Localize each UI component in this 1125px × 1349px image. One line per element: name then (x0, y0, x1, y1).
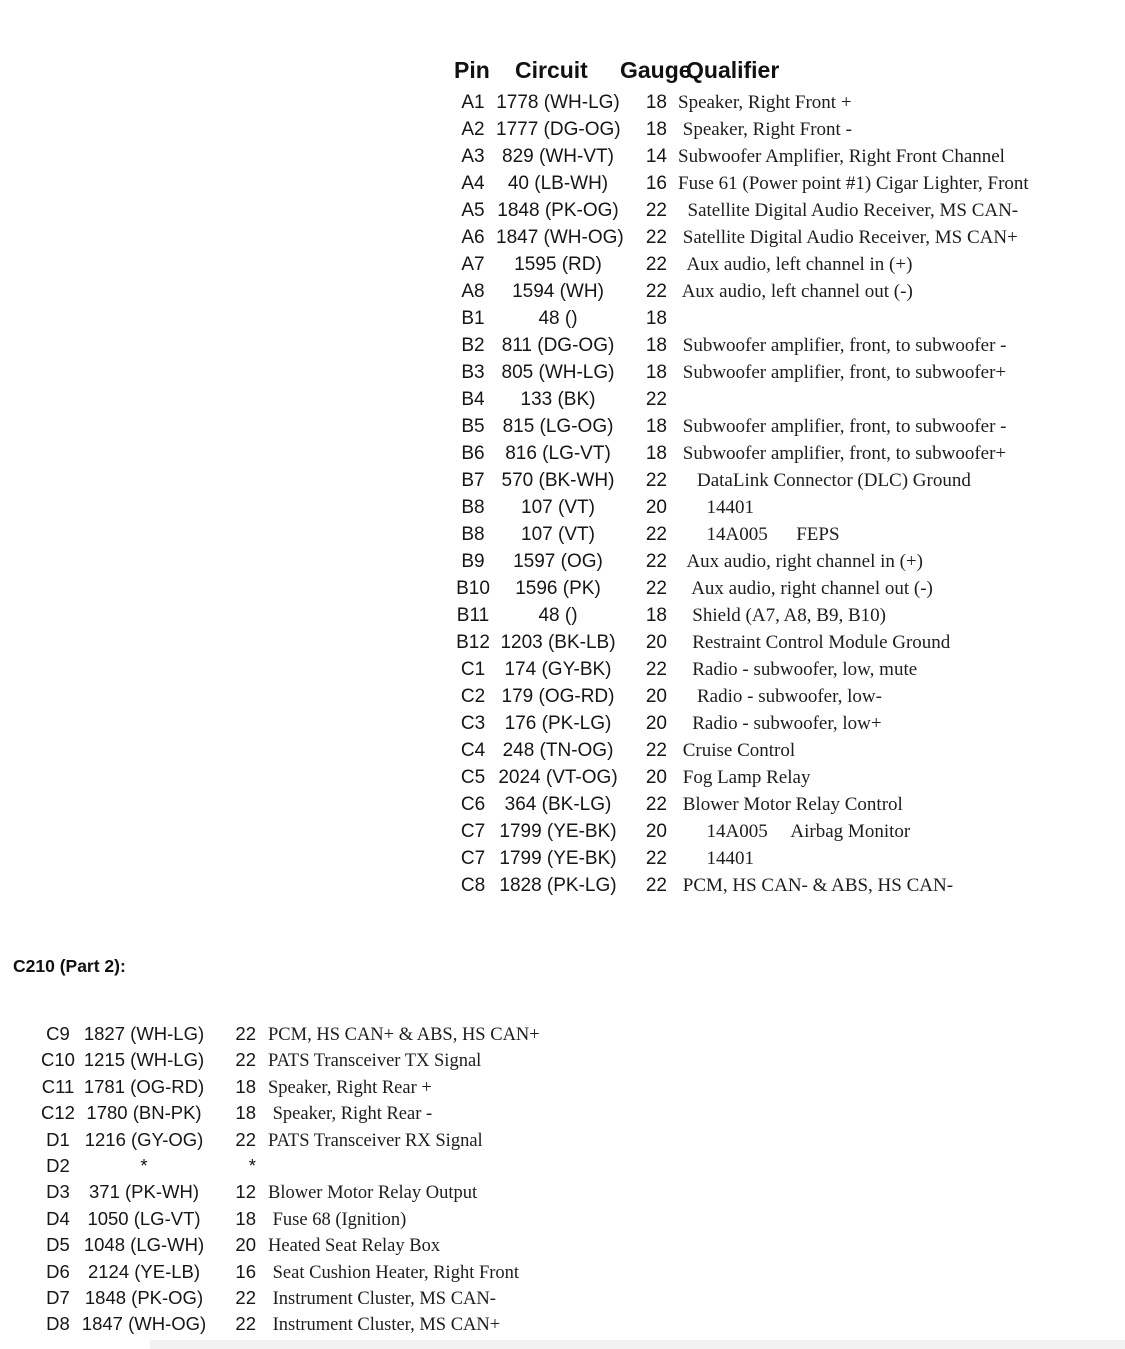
gauge-cell: 22 (235, 1313, 256, 1335)
qualifier-cell: Aux audio, left channel in (+) (678, 254, 913, 275)
gauge-cell: 20 (645, 713, 667, 734)
table-row (36, 1153, 736, 1179)
circuit-cell: 107 (VT) (521, 497, 595, 518)
table-row (36, 1100, 736, 1126)
table-row (450, 467, 1110, 494)
pin-cell: A2 (461, 119, 485, 140)
pin-cell: B4 (461, 389, 485, 410)
circuit-cell: 829 (WH-VT) (502, 146, 614, 167)
table-row (450, 521, 1110, 548)
gauge-cell: 18 (645, 308, 667, 329)
table-row (450, 845, 1110, 872)
qualifier-cell: Fuse 61 (Power point #1) Cigar Lighter, Front (678, 173, 1029, 194)
gauge-cell: 20 (645, 821, 667, 842)
circuit-cell: 248 (TN-OG) (502, 740, 614, 761)
qualifier-cell: Instrument Cluster, MS CAN+ (268, 1315, 501, 1336)
pin-cell: A5 (461, 200, 485, 221)
gauge-cell: 22 (645, 794, 667, 815)
table-row (450, 89, 1110, 116)
gauge-cell: 22 (645, 470, 667, 491)
pin-cell: B7 (461, 470, 485, 491)
gauge-cell: 22 (645, 281, 667, 302)
pin-cell: D3 (46, 1181, 70, 1203)
pin-cell: B1 (461, 308, 485, 329)
circuit-cell: 1596 (PK) (515, 578, 601, 599)
table-row (450, 170, 1110, 197)
gauge-cell: 18 (645, 335, 667, 356)
gauge-cell: 22 (645, 551, 667, 572)
pin-cell: D6 (46, 1260, 70, 1282)
pin-cell: C1 (460, 659, 486, 680)
pin-cell: B6 (461, 443, 485, 464)
pin-cell: C4 (460, 740, 486, 761)
circuit-cell: 1780 (BN-PK) (86, 1102, 202, 1124)
qualifier-cell: Restraint Control Module Ground (678, 632, 951, 653)
circuit-cell: 1203 (BK-LB) (500, 632, 616, 653)
qualifier-cell: DataLink Connector (DLC) Ground (678, 470, 971, 491)
qualifier-cell: Shield (A7, A8, B9, B10) (678, 605, 886, 626)
pin-cell: C9 (46, 1023, 70, 1044)
table-row (36, 1285, 736, 1311)
gauge-cell: 16 (235, 1260, 256, 1282)
table-row (36, 1074, 736, 1100)
qualifier-cell: Satellite Digital Audio Receiver, MS CAN+ (678, 227, 1018, 248)
pin-cell: D5 (46, 1234, 70, 1256)
circuit-cell: 40 (LB-WH) (507, 173, 609, 194)
gauge-cell: 22 (235, 1049, 256, 1071)
gauge-cell: 22 (645, 254, 667, 275)
circuit-cell: 1828 (PK-LG) (499, 875, 617, 896)
qualifier-cell: Aux audio, left channel out (-) (678, 281, 913, 302)
qualifier-cell: 14401 (678, 497, 754, 518)
qualifier-cell: Seat Cushion Heater, Right Front (268, 1262, 520, 1283)
pin-cell: C6 (460, 794, 486, 815)
pin-cell: C8 (460, 875, 486, 896)
table-row (450, 143, 1110, 170)
table-row (450, 305, 1110, 332)
qualifier-cell: Instrument Cluster, MS CAN- (268, 1288, 496, 1309)
pin-cell: D8 (46, 1313, 70, 1335)
table-row (450, 548, 1110, 575)
table-row (450, 764, 1110, 791)
column-header-pin: Pin (454, 57, 490, 83)
circuit-cell: 1048 (LG-WH) (83, 1234, 205, 1256)
qualifier-cell: Speaker, Right Front + (678, 92, 852, 113)
circuit-cell: 815 (LG-OG) (502, 416, 614, 437)
gauge-cell: 20 (645, 632, 667, 653)
circuit-cell: 1597 (OG) (513, 551, 603, 572)
qualifier-cell: Satellite Digital Audio Receiver, MS CAN- (678, 200, 1019, 221)
qualifier-cell: Radio - subwoofer, low+ (678, 713, 882, 734)
table-row (36, 1021, 736, 1047)
table-row (450, 683, 1110, 710)
pin-cell: B10 (456, 578, 490, 599)
qualifier-cell: Fog Lamp Relay (678, 767, 811, 788)
circuit-cell: 1777 (DG-OG) (496, 119, 621, 140)
table-row (450, 575, 1110, 602)
gauge-cell: 16 (645, 173, 667, 194)
gauge-cell: 22 (645, 389, 667, 410)
table-row (450, 359, 1110, 386)
gauge-cell: 22 (645, 875, 667, 896)
pin-cell: A3 (461, 146, 485, 167)
circuit-cell: 176 (PK-LG) (504, 713, 612, 734)
circuit-cell: 174 (GY-BK) (504, 659, 612, 680)
circuit-cell: 371 (PK-WH) (89, 1181, 199, 1203)
table-row (450, 602, 1110, 629)
table-row (36, 1259, 736, 1285)
qualifier-cell: Aux audio, right channel out (-) (678, 578, 933, 599)
qualifier-cell: Aux audio, right channel in (+) (678, 551, 923, 572)
table-row (450, 791, 1110, 818)
circuit-cell: 1778 (WH-LG) (496, 92, 620, 113)
qualifier-cell: Subwoofer amplifier, front, to subwoofer - (678, 335, 1007, 356)
qualifier-cell: Subwoofer amplifier, front, to subwoofer+ (678, 362, 1007, 383)
gauge-cell: 18 (645, 92, 667, 113)
qualifier-cell: Blower Motor Relay Output (268, 1183, 478, 1204)
gauge-cell: 22 (645, 848, 667, 869)
table-row (450, 737, 1110, 764)
gauge-cell: 18 (235, 1207, 256, 1229)
gauge-cell: 18 (235, 1102, 256, 1124)
pin-cell: B5 (461, 416, 485, 437)
pin-cell: C10 (41, 1049, 75, 1071)
circuit-cell: 805 (WH-LG) (501, 362, 615, 383)
table-row (450, 818, 1110, 845)
gauge-cell: 22 (645, 200, 667, 221)
table-row (450, 710, 1110, 737)
gauge-cell: 18 (645, 443, 667, 464)
table-row (36, 1179, 736, 1205)
gauge-cell: 22 (645, 227, 667, 248)
table-row (450, 656, 1110, 683)
pin-cell: C2 (460, 686, 486, 707)
qualifier-cell: Speaker, Right Rear + (268, 1077, 432, 1098)
gauge-cell: 22 (235, 1128, 256, 1150)
gauge-cell: 20 (235, 1234, 256, 1256)
qualifier-cell: Cruise Control (678, 740, 796, 761)
circuit-cell: 2124 (YE-LB) (87, 1260, 201, 1282)
gauge-cell: 20 (645, 686, 667, 707)
pin-cell: A4 (461, 173, 485, 194)
gauge-cell: 22 (645, 659, 667, 680)
pinout-table-part1 (450, 57, 1110, 899)
qualifier-cell: PATS Transceiver RX Signal (268, 1130, 483, 1151)
pin-cell: C3 (460, 713, 486, 734)
pin-cell: B12 (456, 632, 490, 653)
pin-cell: C5 (460, 767, 486, 788)
circuit-cell: 1847 (WH-OG) (496, 227, 624, 248)
circuit-cell: 1827 (WH-LG) (83, 1023, 205, 1044)
pin-cell: D2 (46, 1154, 70, 1176)
gauge-cell: * (248, 1154, 256, 1176)
gauge-cell: 18 (645, 119, 667, 140)
table-row (450, 332, 1110, 359)
pinout-table-part2 (36, 1021, 736, 1338)
column-header-gauge: Gauge (620, 57, 692, 83)
table-row (450, 872, 1110, 899)
table-row (36, 1047, 736, 1073)
gauge-cell: 18 (645, 605, 667, 626)
table-row (450, 629, 1110, 656)
column-header-circuit: Circuit (515, 57, 588, 83)
qualifier-cell: Heated Seat Relay Box (268, 1236, 441, 1257)
table-row (450, 251, 1110, 278)
pin-cell: A1 (461, 92, 485, 113)
gauge-cell: 20 (645, 767, 667, 788)
circuit-cell: 816 (LG-VT) (505, 443, 611, 464)
qualifier-cell: Radio - subwoofer, low, mute (678, 659, 918, 680)
gauge-cell: 12 (235, 1181, 256, 1203)
qualifier-cell: Speaker, Right Front - (678, 119, 852, 140)
circuit-cell: 1595 (RD) (514, 254, 602, 275)
table-row (36, 1232, 736, 1258)
gauge-cell: 14 (645, 146, 667, 167)
pin-cell: B2 (461, 335, 485, 356)
table-header-row (450, 57, 1110, 89)
qualifier-cell: Blower Motor Relay Control (678, 794, 903, 815)
qualifier-cell: 14401 (678, 848, 754, 869)
pin-cell: B8 (461, 497, 485, 518)
qualifier-cell: PCM, HS CAN+ & ABS, HS CAN+ (268, 1025, 540, 1045)
gauge-cell: 22 (645, 578, 667, 599)
circuit-cell: 1848 (PK-OG) (497, 200, 619, 221)
qualifier-cell: Subwoofer Amplifier, Right Front Channel (678, 146, 1005, 167)
pin-cell: D4 (46, 1207, 70, 1229)
circuit-cell: 107 (VT) (521, 524, 595, 545)
circuit-cell: 1848 (PK-OG) (84, 1286, 204, 1308)
pin-cell: A7 (461, 254, 485, 275)
pin-cell: D7 (46, 1286, 70, 1308)
circuit-cell: 2024 (VT-OG) (498, 767, 618, 788)
qualifier-cell: Radio - subwoofer, low- (678, 686, 882, 707)
pin-cell: B3 (461, 362, 485, 383)
section-label-part2: C210 (Part 2): (13, 956, 126, 976)
column-header-qualifier: Qualifier (686, 57, 780, 83)
gauge-cell: 18 (645, 416, 667, 437)
qualifier-cell: PATS Transceiver TX Signal (268, 1051, 482, 1072)
circuit-cell: 1050 (LG-VT) (87, 1207, 201, 1229)
qualifier-cell: PCM, HS CAN- & ABS, HS CAN- (678, 875, 954, 896)
pin-cell: B11 (456, 605, 490, 626)
pin-cell: D1 (46, 1128, 70, 1150)
circuit-cell: 1215 (WH-LG) (83, 1049, 205, 1071)
table-row (450, 440, 1110, 467)
circuit-cell: 179 (OG-RD) (501, 686, 615, 707)
circuit-cell: 1799 (YE-BK) (499, 821, 617, 842)
pin-cell: B8 (461, 524, 485, 545)
circuit-cell: 48 () (538, 308, 578, 329)
circuit-cell: 1847 (WH-OG) (81, 1313, 207, 1335)
circuit-cell: 48 () (538, 605, 578, 626)
pin-cell: A8 (461, 281, 485, 302)
pin-cell: C12 (41, 1102, 75, 1124)
gauge-cell: 18 (645, 362, 667, 383)
circuit-cell: 570 (BK-WH) (501, 470, 615, 491)
table-row (450, 386, 1110, 413)
circuit-cell: 1216 (GY-OG) (84, 1128, 204, 1150)
gauge-cell: 18 (235, 1075, 256, 1097)
circuit-cell: 1799 (YE-BK) (499, 848, 617, 869)
scan-artifact-bar (150, 1340, 1125, 1349)
pin-cell: C7 (460, 848, 486, 869)
pinout-rows-part2 (36, 1021, 736, 1338)
gauge-cell: 22 (645, 740, 667, 761)
circuit-cell: 1781 (OG-RD) (83, 1075, 205, 1097)
pin-cell: C7 (460, 821, 486, 842)
qualifier-cell: Subwoofer amplifier, front, to subwoofer+ (678, 443, 1007, 464)
gauge-cell: 22 (235, 1286, 256, 1308)
circuit-cell: 1594 (WH) (512, 281, 604, 302)
gauge-cell: 22 (235, 1023, 256, 1044)
circuit-cell: * (140, 1154, 148, 1176)
table-row (450, 413, 1110, 440)
pinout-rows-part1 (450, 89, 1110, 899)
circuit-cell: 811 (DG-OG) (501, 335, 615, 356)
pin-cell: A6 (461, 227, 485, 248)
table-row (450, 116, 1110, 143)
gauge-cell: 22 (645, 524, 667, 545)
table-row (450, 197, 1110, 224)
qualifier-cell: Subwoofer amplifier, front, to subwoofer - (678, 416, 1007, 437)
qualifier-cell: Fuse 68 (Ignition) (268, 1209, 407, 1230)
circuit-cell: 364 (BK-LG) (504, 794, 612, 815)
gauge-cell: 20 (645, 497, 667, 518)
qualifier-cell: 14A005 FEPS (678, 524, 840, 545)
table-row (450, 494, 1110, 521)
table-row (450, 278, 1110, 305)
table-row (450, 224, 1110, 251)
table-row (36, 1311, 736, 1337)
qualifier-cell: 14A005 Airbag Monitor (678, 821, 911, 842)
pin-cell: C11 (41, 1075, 75, 1097)
table-row (36, 1206, 736, 1232)
table-row (36, 1127, 736, 1153)
pin-cell: B9 (461, 551, 485, 572)
qualifier-cell: Speaker, Right Rear - (268, 1104, 433, 1125)
circuit-cell: 133 (BK) (520, 389, 596, 410)
